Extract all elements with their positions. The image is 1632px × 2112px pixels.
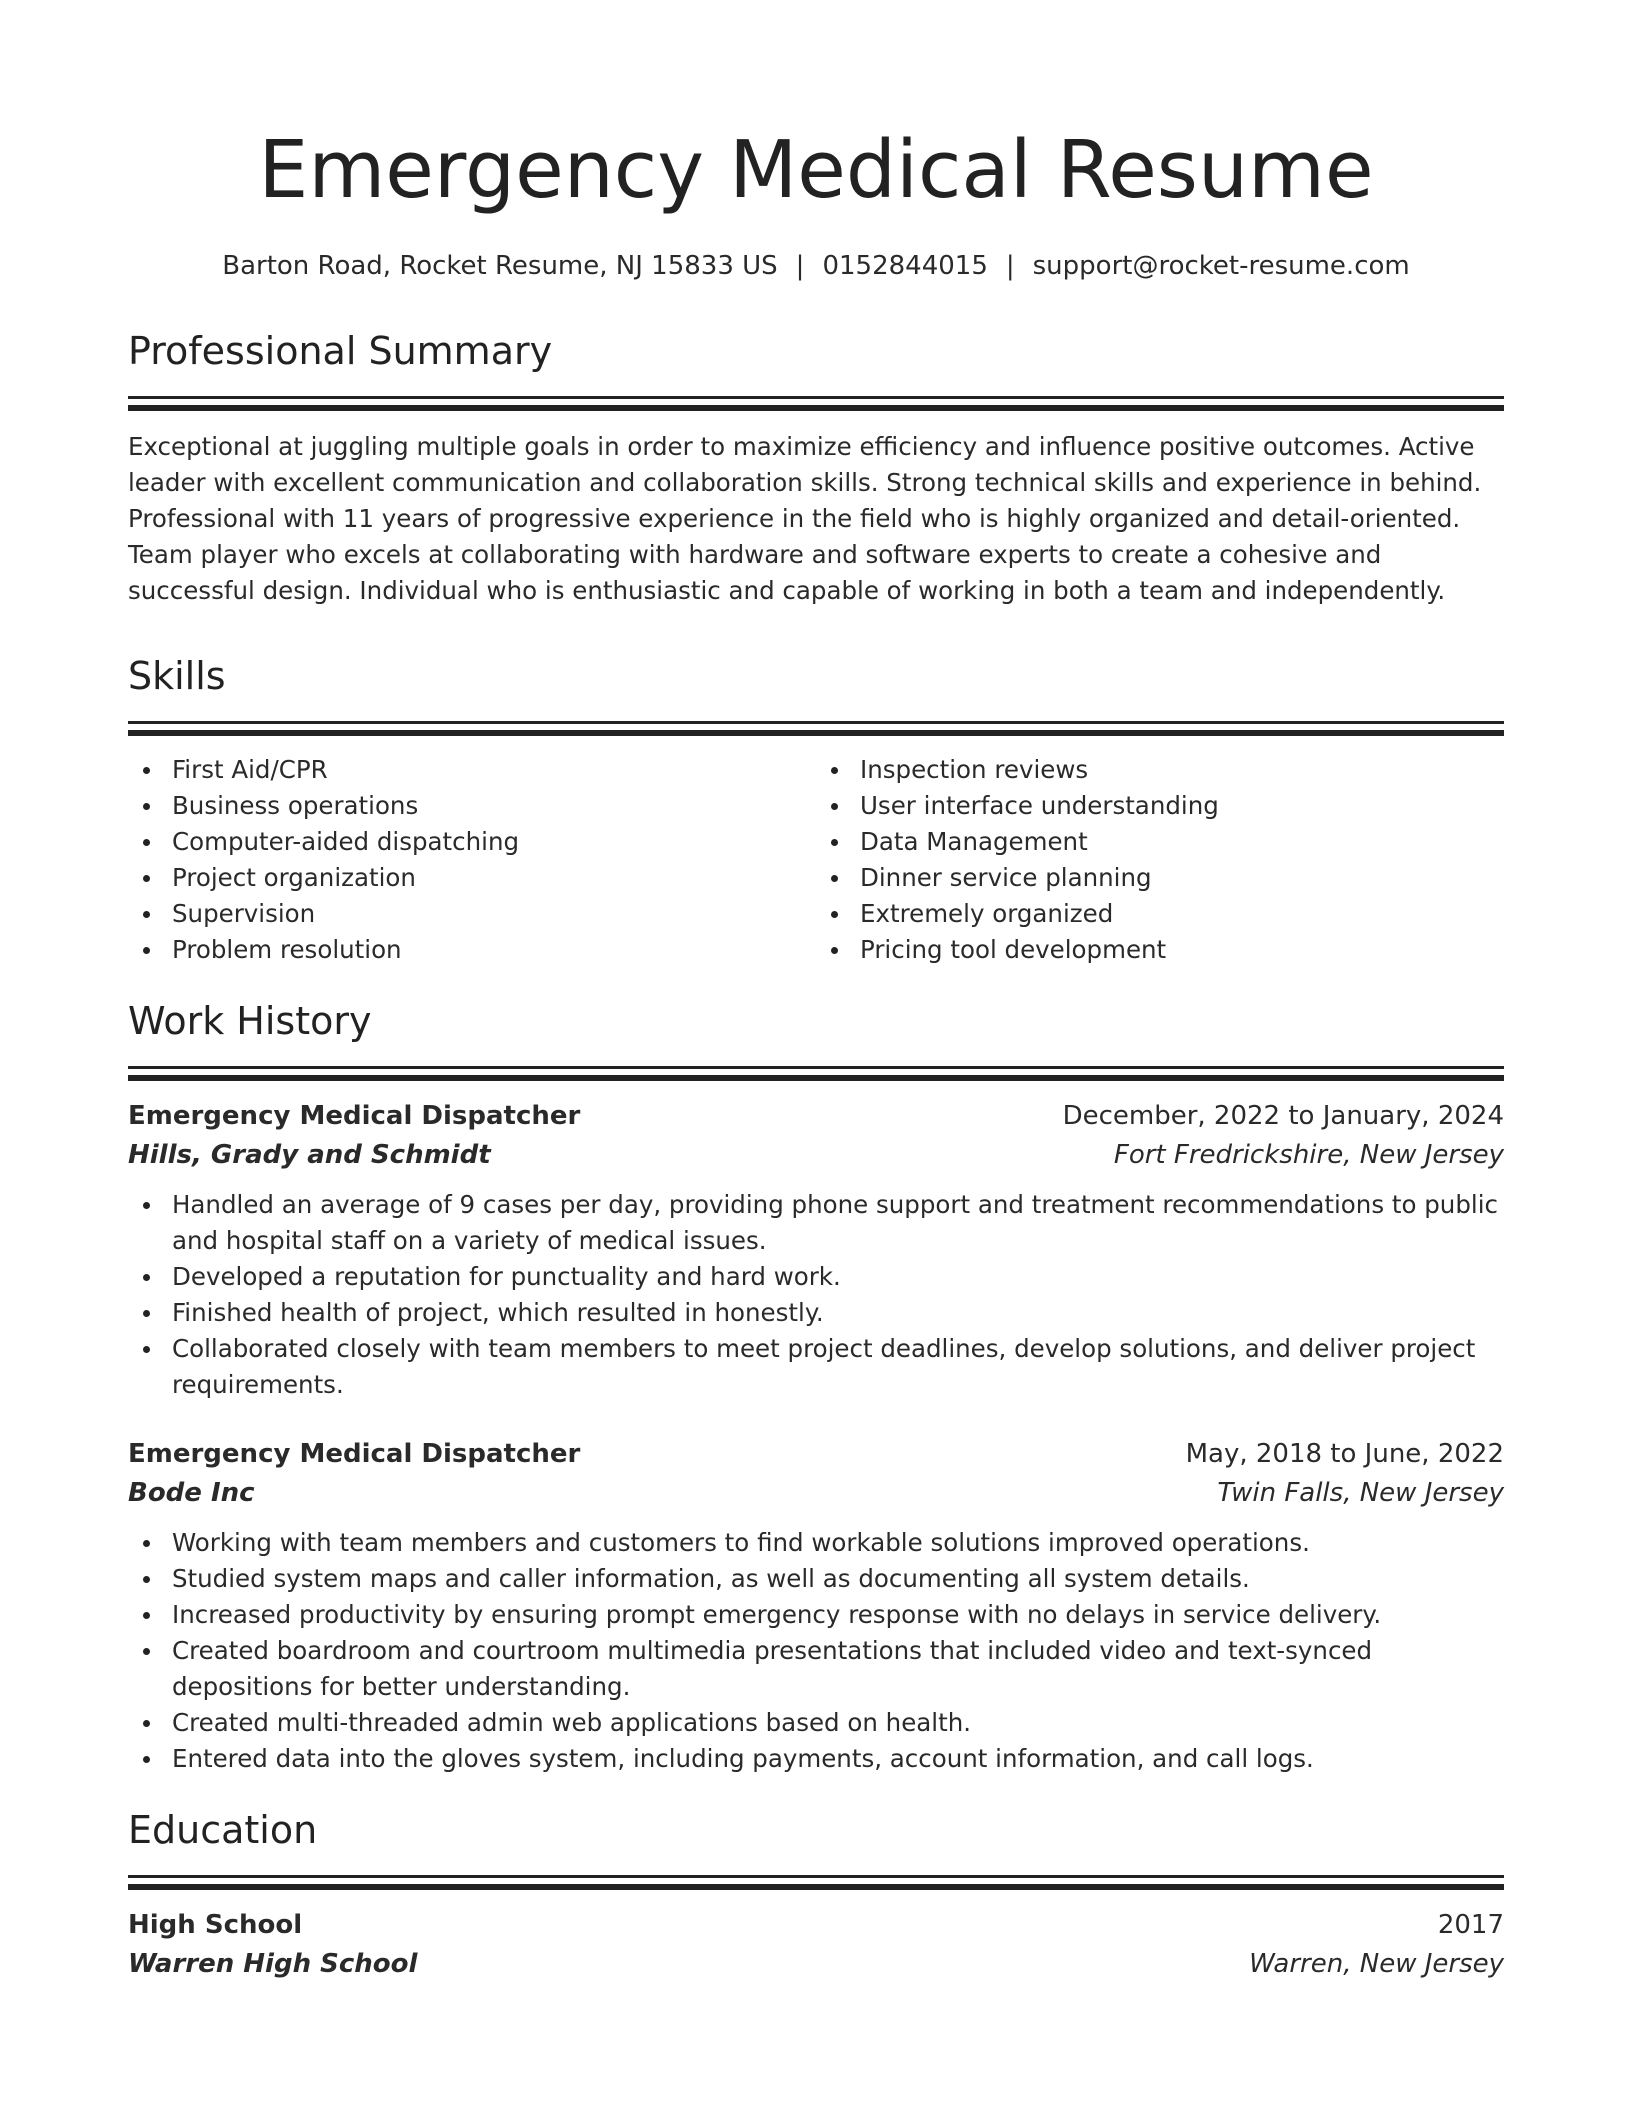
- contact-address: Barton Road, Rocket Resume, NJ 15833 US: [222, 251, 778, 281]
- skill-item: User interface understanding: [816, 788, 1504, 824]
- job-employer-row: [128, 1135, 1504, 1175]
- job-employer: Bode Inc: [128, 1478, 255, 1508]
- section-divider: [128, 1066, 1504, 1069]
- contact-line: [128, 248, 1504, 284]
- education-heading: Education: [128, 1808, 318, 1852]
- skill-item: Data Management: [816, 824, 1504, 860]
- skill-item: Business operations: [128, 788, 816, 824]
- job-bullet: Working with team members and customers to find workable solutions improved operations.: [128, 1525, 1504, 1561]
- skills-heading: Skills: [128, 654, 226, 698]
- education-section: [128, 1805, 1504, 1984]
- contact-phone[interactable]: 0152844015: [822, 251, 988, 281]
- job-bullet: Entered data into the gloves system, including payments, account information, and call logs.: [128, 1741, 1504, 1777]
- job-bullet: Studied system maps and caller information, as well as documenting all system details.: [128, 1561, 1504, 1597]
- education-entry: [128, 1906, 1504, 1984]
- summary-section: [128, 326, 1504, 609]
- resume-title: Emergency Medical Resume: [258, 124, 1374, 216]
- job-bullet: Created multi-threaded admin web applications based on health.: [128, 1705, 1504, 1741]
- skill-item: Extremely organized: [816, 896, 1504, 932]
- job-bullet-list: [128, 1187, 1504, 1403]
- job-bullet: Developed a reputation for punctuality and hard work.: [128, 1259, 1504, 1295]
- summary-heading: Professional Summary: [128, 329, 553, 373]
- job-bullet: Handled an average of 9 cases per day, providing phone support and treatment recommendations to public and hospital staff on a variety of medical issues.: [128, 1187, 1504, 1259]
- contact-email[interactable]: support@rocket-resume.com: [1032, 251, 1410, 281]
- education-school: Warren High School: [128, 1949, 418, 1979]
- section-divider-thick: [128, 1884, 1504, 1890]
- job-dates: December, 2022 to January, 2024: [1062, 1101, 1504, 1131]
- section-divider-thick: [128, 730, 1504, 736]
- skills-column-right: [816, 752, 1504, 968]
- skill-item: Computer-aided dispatching: [128, 824, 816, 860]
- job-employer: Hills, Grady and Schmidt: [128, 1140, 491, 1170]
- job-employer-row: [128, 1473, 1504, 1513]
- skill-item: Problem resolution: [128, 932, 816, 968]
- section-divider: [128, 1875, 1504, 1878]
- education-school-row: [128, 1944, 1504, 1984]
- work-history-section: [128, 996, 1504, 1777]
- section-divider: [128, 396, 1504, 399]
- job-entry: [128, 1435, 1504, 1777]
- section-divider: [128, 721, 1504, 724]
- job-bullet-list: [128, 1525, 1504, 1777]
- skill-item: Project organization: [128, 860, 816, 896]
- summary-text: Exceptional at juggling multiple goals in order to maximize efficiency and influence positive outcomes. Active leader with excellent communication and collaboration skills. Strong technical skills and experience in behind. Professional with 11 years of progressive experience in the field who is highly organized and detail-oriented. Team player who excels at collaborating with hardware and software experts to create a cohesive and successful design. Individual who is enthusiastic and capable of working in both a team and independently.: [128, 432, 1482, 605]
- section-divider-thick: [128, 1075, 1504, 1081]
- skill-item: First Aid/CPR: [128, 752, 816, 788]
- job-title: Emergency Medical Dispatcher: [128, 1439, 581, 1469]
- skill-item: Supervision: [128, 896, 816, 932]
- job-bullet: Collaborated closely with team members to meet project deadlines, develop solutions, and deliver project requirements.: [128, 1331, 1504, 1403]
- skill-item: Pricing tool development: [816, 932, 1504, 968]
- skills-column-left: [128, 752, 816, 968]
- contact-separator: |: [1005, 251, 1015, 281]
- work-history-heading: Work History: [128, 999, 372, 1043]
- skill-item: Dinner service planning: [816, 860, 1504, 896]
- job-header-row: [128, 1435, 1504, 1473]
- skills-grid: [128, 752, 1504, 968]
- job-bullet: Increased productivity by ensuring prompt emergency response with no delays in service delivery.: [128, 1597, 1504, 1633]
- job-title: Emergency Medical Dispatcher: [128, 1101, 581, 1131]
- skill-item: Inspection reviews: [816, 752, 1504, 788]
- job-header-row: [128, 1097, 1504, 1135]
- job-location: Twin Falls, New Jersey: [1217, 1478, 1504, 1508]
- section-divider-thick: [128, 405, 1504, 411]
- skills-section: [128, 651, 1504, 968]
- job-location: Fort Fredrickshire, New Jersey: [1113, 1140, 1504, 1170]
- education-year: 2017: [1437, 1910, 1504, 1940]
- education-header-row: [128, 1906, 1504, 1944]
- contact-separator: |: [795, 251, 805, 281]
- education-location: Warren, New Jersey: [1249, 1949, 1504, 1979]
- job-dates: May, 2018 to June, 2022: [1185, 1439, 1504, 1469]
- education-degree: High School: [128, 1910, 303, 1940]
- job-bullet: Created boardroom and courtroom multimedia presentations that included video and text-synced depositions for better understanding.: [128, 1633, 1504, 1705]
- job-bullet: Finished health of project, which resulted in honestly.: [128, 1295, 1504, 1331]
- job-entry: [128, 1097, 1504, 1403]
